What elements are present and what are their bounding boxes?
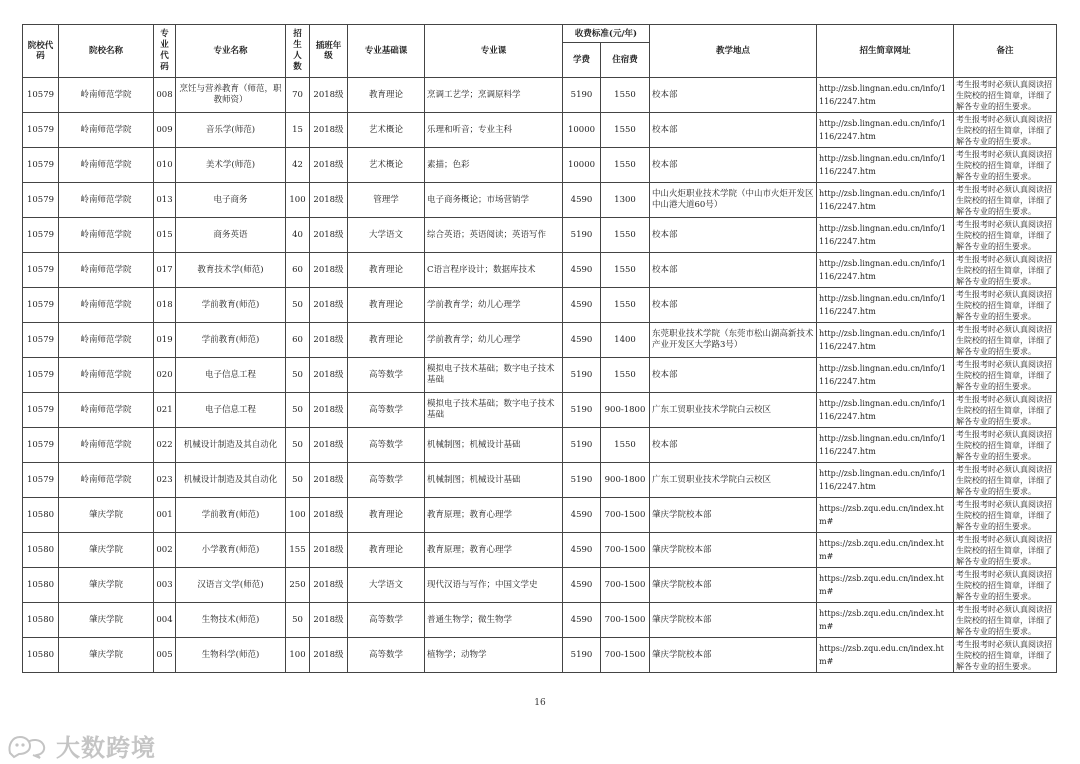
header-fee-standard: 收费标准(元/年) bbox=[563, 25, 650, 43]
table-row bbox=[23, 218, 1057, 253]
header-url: 招生简章网址 bbox=[817, 25, 954, 78]
header-grade: 插班年级 bbox=[310, 25, 348, 78]
cell-major-name: 电子商务 bbox=[176, 183, 286, 218]
cell-lodging: 1550 bbox=[601, 78, 650, 113]
cell-location: 校本部 bbox=[650, 113, 817, 148]
watermark bbox=[6, 728, 156, 763]
cell-tuition: 5190 bbox=[563, 638, 601, 673]
cell-major-name: 音乐学(师范) bbox=[176, 113, 286, 148]
cell-major-code: 015 bbox=[154, 218, 176, 253]
cell-major-name: 学前教育(师范) bbox=[176, 323, 286, 358]
table-row bbox=[23, 288, 1057, 323]
cell-school-name: 岭南师范学院 bbox=[59, 428, 154, 463]
cell-enroll-count: 60 bbox=[286, 253, 310, 288]
cell-url[interactable]: http://zsb.lingnan.edu.cn/info/1116/2247.htm bbox=[817, 78, 954, 113]
page-number: 16 bbox=[534, 698, 546, 708]
cell-location: 肇庆学院校本部 bbox=[650, 533, 817, 568]
cell-tuition: 4590 bbox=[563, 323, 601, 358]
cell-school-code: 10580 bbox=[23, 603, 59, 638]
cell-major-name: 烹饪与营养教育（师范，职教师资） bbox=[176, 78, 286, 113]
cell-url[interactable]: http://zsb.lingnan.edu.cn/info/1116/2247.htm bbox=[817, 393, 954, 428]
cell-lodging: 1550 bbox=[601, 288, 650, 323]
cell-basic-course: 高等数学 bbox=[348, 393, 425, 428]
cell-grade: 2018级 bbox=[310, 463, 348, 498]
cell-school-name: 岭南师范学院 bbox=[59, 113, 154, 148]
cell-lodging: 900-1800 bbox=[601, 393, 650, 428]
cell-tuition: 5190 bbox=[563, 218, 601, 253]
cell-note: 考生报考时必须认真阅读招生院校的招生简章，详细了解各专业的招生要求。 bbox=[954, 253, 1057, 288]
cell-enroll-count: 70 bbox=[286, 78, 310, 113]
cell-grade: 2018级 bbox=[310, 253, 348, 288]
cell-major-code: 021 bbox=[154, 393, 176, 428]
cell-url[interactable]: http://zsb.lingnan.edu.cn/info/1116/2247.htm bbox=[817, 323, 954, 358]
cell-url[interactable]: http://zsb.lingnan.edu.cn/info/1116/2247.htm bbox=[817, 253, 954, 288]
cell-major-course: 教育原理；教育心理学 bbox=[425, 498, 563, 533]
cell-school-name: 岭南师范学院 bbox=[59, 323, 154, 358]
cell-note: 考生报考时必须认真阅读招生院校的招生简章，详细了解各专业的招生要求。 bbox=[954, 183, 1057, 218]
header-basic-course: 专业基础课 bbox=[348, 25, 425, 78]
cell-school-name: 岭南师范学院 bbox=[59, 218, 154, 253]
cell-major-name: 教育技术学(师范) bbox=[176, 253, 286, 288]
cell-url[interactable]: https://zsb.zqu.edu.cn/index.htm# bbox=[817, 638, 954, 673]
cell-note: 考生报考时必须认真阅读招生院校的招生简章，详细了解各专业的招生要求。 bbox=[954, 428, 1057, 463]
cell-basic-course: 高等数学 bbox=[348, 358, 425, 393]
header-lodging: 住宿费 bbox=[601, 43, 650, 78]
cell-school-code: 10580 bbox=[23, 498, 59, 533]
cell-basic-course: 高等数学 bbox=[348, 638, 425, 673]
table-row bbox=[23, 253, 1057, 288]
cell-note: 考生报考时必须认真阅读招生院校的招生简章，详细了解各专业的招生要求。 bbox=[954, 603, 1057, 638]
cell-enroll-count: 50 bbox=[286, 603, 310, 638]
header-major-code: 专业代码 bbox=[154, 25, 176, 78]
cell-tuition: 5190 bbox=[563, 463, 601, 498]
cell-grade: 2018级 bbox=[310, 78, 348, 113]
header-school-code: 院校代码 bbox=[23, 25, 59, 78]
cell-school-name: 肇庆学院 bbox=[59, 568, 154, 603]
cell-note: 考生报考时必须认真阅读招生院校的招生简章，详细了解各专业的招生要求。 bbox=[954, 393, 1057, 428]
cell-major-course: 模拟电子技术基础；数字电子技术基础 bbox=[425, 393, 563, 428]
table-row bbox=[23, 463, 1057, 498]
cell-basic-course: 大学语文 bbox=[348, 568, 425, 603]
table-row bbox=[23, 183, 1057, 218]
cell-tuition: 10000 bbox=[563, 113, 601, 148]
cell-major-name: 生物科学(师范) bbox=[176, 638, 286, 673]
cell-grade: 2018级 bbox=[310, 218, 348, 253]
cell-note: 考生报考时必须认真阅读招生院校的招生简章，详细了解各专业的招生要求。 bbox=[954, 533, 1057, 568]
table-row bbox=[23, 638, 1057, 673]
cell-enroll-count: 250 bbox=[286, 568, 310, 603]
cell-basic-course: 艺术概论 bbox=[348, 148, 425, 183]
cell-enroll-count: 60 bbox=[286, 323, 310, 358]
cell-school-name: 岭南师范学院 bbox=[59, 78, 154, 113]
cell-school-code: 10579 bbox=[23, 393, 59, 428]
cell-url[interactable]: https://zsb.zqu.edu.cn/index.htm# bbox=[817, 533, 954, 568]
cell-major-code: 005 bbox=[154, 638, 176, 673]
cell-tuition: 4590 bbox=[563, 183, 601, 218]
cell-basic-course: 教育理论 bbox=[348, 533, 425, 568]
cell-location: 校本部 bbox=[650, 288, 817, 323]
cell-major-code: 004 bbox=[154, 603, 176, 638]
cell-major-code: 018 bbox=[154, 288, 176, 323]
cell-major-code: 008 bbox=[154, 78, 176, 113]
cell-grade: 2018级 bbox=[310, 323, 348, 358]
cell-basic-course: 教育理论 bbox=[348, 498, 425, 533]
cell-enroll-count: 42 bbox=[286, 148, 310, 183]
header-tuition: 学费 bbox=[563, 43, 601, 78]
cell-major-course: 学前教育学；幼儿心理学 bbox=[425, 323, 563, 358]
header-enroll-count: 招生人数 bbox=[286, 25, 310, 78]
cell-location: 校本部 bbox=[650, 78, 817, 113]
cell-enroll-count: 155 bbox=[286, 533, 310, 568]
cell-major-course: 乐理和听音；专业主科 bbox=[425, 113, 563, 148]
cell-url[interactable]: http://zsb.lingnan.edu.cn/info/1116/2247.htm bbox=[817, 113, 954, 148]
cell-location: 校本部 bbox=[650, 253, 817, 288]
cell-major-name: 学前教育(师范) bbox=[176, 498, 286, 533]
cell-lodging: 1550 bbox=[601, 148, 650, 183]
table-row bbox=[23, 498, 1057, 533]
cell-tuition: 4590 bbox=[563, 498, 601, 533]
cell-basic-course: 高等数学 bbox=[348, 603, 425, 638]
cell-school-name: 肇庆学院 bbox=[59, 638, 154, 673]
cell-major-code: 009 bbox=[154, 113, 176, 148]
cell-school-name: 肇庆学院 bbox=[59, 603, 154, 638]
cell-grade: 2018级 bbox=[310, 638, 348, 673]
cell-url[interactable]: https://zsb.zqu.edu.cn/index.htm# bbox=[817, 568, 954, 603]
cell-school-code: 10579 bbox=[23, 148, 59, 183]
cell-location: 中山火炬职业技术学院（中山市火炬开发区中山港大道60号） bbox=[650, 183, 817, 218]
cell-note: 考生报考时必须认真阅读招生院校的招生简章，详细了解各专业的招生要求。 bbox=[954, 78, 1057, 113]
cell-grade: 2018级 bbox=[310, 533, 348, 568]
cell-location: 肇庆学院校本部 bbox=[650, 498, 817, 533]
cell-major-course: C语言程序设计；数据库技术 bbox=[425, 253, 563, 288]
cell-major-code: 013 bbox=[154, 183, 176, 218]
cell-school-code: 10580 bbox=[23, 533, 59, 568]
cell-tuition: 4590 bbox=[563, 533, 601, 568]
cell-major-name: 生物技术(师范) bbox=[176, 603, 286, 638]
cell-grade: 2018级 bbox=[310, 498, 348, 533]
cell-location: 肇庆学院校本部 bbox=[650, 638, 817, 673]
cell-lodging: 1550 bbox=[601, 428, 650, 463]
cell-location: 广东工贸职业技术学院白云校区 bbox=[650, 393, 817, 428]
cell-url[interactable]: http://zsb.lingnan.edu.cn/info/1116/2247.htm bbox=[817, 183, 954, 218]
cell-major-course: 素描；色彩 bbox=[425, 148, 563, 183]
table-row bbox=[23, 393, 1057, 428]
cell-school-code: 10580 bbox=[23, 638, 59, 673]
cell-location: 肇庆学院校本部 bbox=[650, 568, 817, 603]
cell-location: 东莞职业技术学院（东莞市松山湖高新技术产业开发区大学路3号） bbox=[650, 323, 817, 358]
cell-school-name: 岭南师范学院 bbox=[59, 288, 154, 323]
cell-url[interactable]: https://zsb.zqu.edu.cn/index.htm# bbox=[817, 603, 954, 638]
cell-tuition: 10000 bbox=[563, 148, 601, 183]
cell-tuition: 4590 bbox=[563, 288, 601, 323]
cell-tuition: 4590 bbox=[563, 603, 601, 638]
cell-lodging: 1300 bbox=[601, 183, 650, 218]
cell-basic-course: 大学语文 bbox=[348, 218, 425, 253]
table-row bbox=[23, 533, 1057, 568]
header-school-name: 院校名称 bbox=[59, 25, 154, 78]
cell-school-code: 10579 bbox=[23, 113, 59, 148]
cell-school-name: 肇庆学院 bbox=[59, 533, 154, 568]
cell-grade: 2018级 bbox=[310, 393, 348, 428]
cell-major-code: 017 bbox=[154, 253, 176, 288]
cell-url[interactable]: http://zsb.lingnan.edu.cn/info/1116/2247.htm bbox=[817, 358, 954, 393]
table-row bbox=[23, 568, 1057, 603]
cell-note: 考生报考时必须认真阅读招生院校的招生简章，详细了解各专业的招生要求。 bbox=[954, 568, 1057, 603]
cell-lodging: 700-1500 bbox=[601, 603, 650, 638]
cell-major-course: 电子商务概论；市场营销学 bbox=[425, 183, 563, 218]
cell-note: 考生报考时必须认真阅读招生院校的招生简章，详细了解各专业的招生要求。 bbox=[954, 218, 1057, 253]
header-location: 教学地点 bbox=[650, 25, 817, 78]
cell-grade: 2018级 bbox=[310, 113, 348, 148]
cell-url[interactable]: http://zsb.lingnan.edu.cn/info/1116/2247.htm bbox=[817, 463, 954, 498]
cell-tuition: 4590 bbox=[563, 568, 601, 603]
cell-note: 考生报考时必须认真阅读招生院校的招生简章，详细了解各专业的招生要求。 bbox=[954, 358, 1057, 393]
cell-major-course: 现代汉语与写作；中国文学史 bbox=[425, 568, 563, 603]
table-row bbox=[23, 428, 1057, 463]
cell-tuition: 5190 bbox=[563, 393, 601, 428]
cell-major-name: 机械设计制造及其自动化 bbox=[176, 463, 286, 498]
cell-school-code: 10579 bbox=[23, 323, 59, 358]
cell-major-code: 003 bbox=[154, 568, 176, 603]
cell-major-name: 汉语言文学(师范) bbox=[176, 568, 286, 603]
cell-major-name: 小学教育(师范) bbox=[176, 533, 286, 568]
cell-major-name: 电子信息工程 bbox=[176, 358, 286, 393]
cell-school-name: 肇庆学院 bbox=[59, 498, 154, 533]
cell-major-code: 001 bbox=[154, 498, 176, 533]
cell-note: 考生报考时必须认真阅读招生院校的招生简章，详细了解各专业的招生要求。 bbox=[954, 113, 1057, 148]
cell-lodging: 1550 bbox=[601, 113, 650, 148]
cell-lodging: 700-1500 bbox=[601, 568, 650, 603]
cell-major-code: 010 bbox=[154, 148, 176, 183]
cell-grade: 2018级 bbox=[310, 183, 348, 218]
cell-major-course: 烹调工艺学；烹调原料学 bbox=[425, 78, 563, 113]
cell-tuition: 4590 bbox=[563, 253, 601, 288]
cell-major-course: 模拟电子技术基础；数字电子技术基础 bbox=[425, 358, 563, 393]
header-major-course: 专业课 bbox=[425, 25, 563, 78]
cell-school-code: 10579 bbox=[23, 288, 59, 323]
cell-url[interactable]: http://zsb.lingnan.edu.cn/info/1116/2247.htm bbox=[817, 148, 954, 183]
table-row bbox=[23, 603, 1057, 638]
cell-tuition: 5190 bbox=[563, 428, 601, 463]
table-row bbox=[23, 358, 1057, 393]
cell-school-name: 岭南师范学院 bbox=[59, 358, 154, 393]
cell-basic-course: 教育理论 bbox=[348, 288, 425, 323]
cell-basic-course: 教育理论 bbox=[348, 78, 425, 113]
cell-lodging: 1550 bbox=[601, 253, 650, 288]
cell-location: 肇庆学院校本部 bbox=[650, 603, 817, 638]
cell-school-code: 10579 bbox=[23, 358, 59, 393]
cell-basic-course: 高等数学 bbox=[348, 463, 425, 498]
cell-lodging: 700-1500 bbox=[601, 638, 650, 673]
cell-school-name: 岭南师范学院 bbox=[59, 393, 154, 428]
chat-bubbles-icon bbox=[6, 733, 52, 759]
cell-lodging: 900-1800 bbox=[601, 463, 650, 498]
cell-enroll-count: 50 bbox=[286, 288, 310, 323]
header-note: 备注 bbox=[954, 25, 1057, 78]
cell-note: 考生报考时必须认真阅读招生院校的招生简章，详细了解各专业的招生要求。 bbox=[954, 148, 1057, 183]
cell-major-code: 020 bbox=[154, 358, 176, 393]
cell-url[interactable]: http://zsb.lingnan.edu.cn/info/1116/2247.htm bbox=[817, 218, 954, 253]
cell-note: 考生报考时必须认真阅读招生院校的招生简章，详细了解各专业的招生要求。 bbox=[954, 638, 1057, 673]
cell-grade: 2018级 bbox=[310, 428, 348, 463]
cell-major-course: 教育原理；教育心理学 bbox=[425, 533, 563, 568]
cell-grade: 2018级 bbox=[310, 288, 348, 323]
cell-enroll-count: 100 bbox=[286, 498, 310, 533]
cell-enroll-count: 100 bbox=[286, 183, 310, 218]
cell-major-code: 002 bbox=[154, 533, 176, 568]
cell-major-course: 机械制图；机械设计基础 bbox=[425, 428, 563, 463]
cell-url[interactable]: https://zsb.zqu.edu.cn/index.htm# bbox=[817, 498, 954, 533]
cell-school-code: 10579 bbox=[23, 183, 59, 218]
cell-tuition: 5190 bbox=[563, 358, 601, 393]
cell-grade: 2018级 bbox=[310, 148, 348, 183]
cell-school-code: 10579 bbox=[23, 218, 59, 253]
cell-school-code: 10579 bbox=[23, 463, 59, 498]
cell-note: 考生报考时必须认真阅读招生院校的招生简章，详细了解各专业的招生要求。 bbox=[954, 498, 1057, 533]
cell-school-code: 10579 bbox=[23, 428, 59, 463]
cell-location: 校本部 bbox=[650, 358, 817, 393]
cell-grade: 2018级 bbox=[310, 603, 348, 638]
cell-note: 考生报考时必须认真阅读招生院校的招生简章，详细了解各专业的招生要求。 bbox=[954, 463, 1057, 498]
cell-major-course: 综合英语；英语阅读；英语写作 bbox=[425, 218, 563, 253]
table-row bbox=[23, 323, 1057, 358]
cell-enroll-count: 100 bbox=[286, 638, 310, 673]
cell-major-code: 019 bbox=[154, 323, 176, 358]
cell-enroll-count: 50 bbox=[286, 463, 310, 498]
cell-basic-course: 艺术概论 bbox=[348, 113, 425, 148]
cell-enroll-count: 50 bbox=[286, 393, 310, 428]
cell-note: 考生报考时必须认真阅读招生院校的招生简章，详细了解各专业的招生要求。 bbox=[954, 288, 1057, 323]
cell-major-code: 022 bbox=[154, 428, 176, 463]
cell-basic-course: 教育理论 bbox=[348, 323, 425, 358]
cell-basic-course: 管理学 bbox=[348, 183, 425, 218]
cell-location: 校本部 bbox=[650, 428, 817, 463]
cell-tuition: 5190 bbox=[563, 78, 601, 113]
cell-major-name: 机械设计制造及其自动化 bbox=[176, 428, 286, 463]
cell-location: 校本部 bbox=[650, 218, 817, 253]
cell-lodging: 1400 bbox=[601, 323, 650, 358]
cell-location: 广东工贸职业技术学院白云校区 bbox=[650, 463, 817, 498]
admission-table bbox=[22, 24, 1057, 673]
cell-major-code: 023 bbox=[154, 463, 176, 498]
cell-major-name: 电子信息工程 bbox=[176, 393, 286, 428]
cell-school-code: 10579 bbox=[23, 78, 59, 113]
cell-major-name: 商务英语 bbox=[176, 218, 286, 253]
cell-school-name: 岭南师范学院 bbox=[59, 463, 154, 498]
cell-major-course: 植物学；动物学 bbox=[425, 638, 563, 673]
cell-enroll-count: 40 bbox=[286, 218, 310, 253]
cell-major-course: 机械制图；机械设计基础 bbox=[425, 463, 563, 498]
table-row bbox=[23, 78, 1057, 113]
cell-school-code: 10580 bbox=[23, 568, 59, 603]
cell-school-code: 10579 bbox=[23, 253, 59, 288]
cell-url[interactable]: http://zsb.lingnan.edu.cn/info/1116/2247.htm bbox=[817, 288, 954, 323]
cell-basic-course: 高等数学 bbox=[348, 428, 425, 463]
cell-enroll-count: 50 bbox=[286, 428, 310, 463]
cell-school-name: 岭南师范学院 bbox=[59, 183, 154, 218]
cell-major-name: 美术学(师范) bbox=[176, 148, 286, 183]
cell-school-name: 岭南师范学院 bbox=[59, 148, 154, 183]
table-row bbox=[23, 148, 1057, 183]
cell-lodging: 1550 bbox=[601, 218, 650, 253]
cell-url[interactable]: http://zsb.lingnan.edu.cn/info/1116/2247.htm bbox=[817, 428, 954, 463]
cell-grade: 2018级 bbox=[310, 568, 348, 603]
cell-lodging: 1550 bbox=[601, 358, 650, 393]
cell-basic-course: 教育理论 bbox=[348, 253, 425, 288]
cell-major-name: 学前教育(师范) bbox=[176, 288, 286, 323]
watermark-text: 大数跨境 bbox=[56, 734, 156, 762]
cell-lodging: 700-1500 bbox=[601, 498, 650, 533]
cell-grade: 2018级 bbox=[310, 358, 348, 393]
cell-location: 校本部 bbox=[650, 148, 817, 183]
cell-enroll-count: 15 bbox=[286, 113, 310, 148]
cell-major-course: 学前教育学；幼儿心理学 bbox=[425, 288, 563, 323]
cell-school-name: 岭南师范学院 bbox=[59, 253, 154, 288]
header-major-name: 专业名称 bbox=[176, 25, 286, 78]
table-row bbox=[23, 113, 1057, 148]
cell-major-course: 普通生物学；微生物学 bbox=[425, 603, 563, 638]
cell-lodging: 700-1500 bbox=[601, 533, 650, 568]
cell-note: 考生报考时必须认真阅读招生院校的招生简章，详细了解各专业的招生要求。 bbox=[954, 323, 1057, 358]
cell-enroll-count: 50 bbox=[286, 358, 310, 393]
